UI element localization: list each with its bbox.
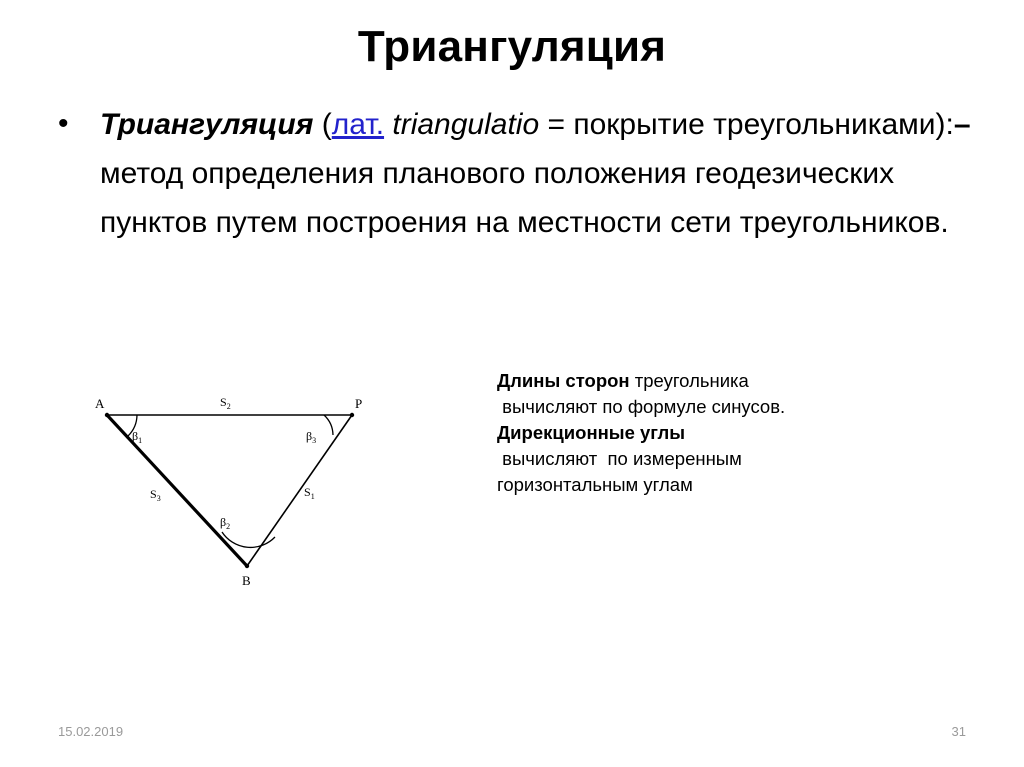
triangulation-diagram	[62, 380, 392, 600]
definition-equals: = покрытие треугольниками):	[539, 108, 954, 141]
angle-arc-beta2	[222, 532, 275, 547]
notes-line-2: вычисляют по формуле синусов.	[497, 396, 786, 417]
bullet-item	[48, 100, 978, 247]
side-label-s2: $S_2$	[220, 395, 231, 411]
vertex-point-a	[105, 413, 109, 417]
notes-line-1-rest: треугольника	[629, 370, 749, 391]
footer-date: 15.02.2019	[58, 724, 124, 739]
vertex-label-a: A	[95, 396, 105, 411]
vertex-label-b: B	[242, 573, 251, 588]
angle-label-beta1: $\beta_1$	[132, 429, 143, 445]
bullet-block	[48, 100, 978, 247]
side-AB	[107, 415, 247, 566]
bullet-marker: •	[58, 107, 69, 140]
footer-page-number: 31	[951, 724, 966, 739]
vertex-point-p	[350, 413, 354, 417]
lat-link[interactable]: лат.	[331, 108, 385, 141]
notes-line-1	[497, 368, 967, 394]
angle-label-beta2: $\beta_2$	[220, 515, 231, 531]
notes-line-3-bold: Дирекционные углы	[497, 422, 686, 443]
angle-label-beta3: $\beta_3$	[306, 429, 317, 445]
side-PB	[247, 415, 352, 566]
paren-open: (	[313, 108, 332, 141]
term-triangulation: Триангуляция	[100, 108, 314, 141]
angle-arc-beta3	[324, 415, 333, 435]
definition-dash: –	[953, 108, 971, 141]
notes-line-4: вычисляют по измеренным	[497, 448, 742, 469]
side-label-s3: $S_3$	[150, 487, 161, 503]
notes-line-5: горизонтальным углам	[497, 474, 693, 495]
side-label-s1: $S_1$	[304, 485, 315, 501]
definition-text	[100, 100, 978, 247]
vertex-point-b	[245, 564, 249, 568]
notes-line-3	[497, 420, 967, 446]
notes-block	[497, 368, 967, 498]
latin-term: triangulatio	[384, 108, 540, 141]
vertex-label-p: P	[355, 396, 363, 411]
definition-rest: метод определения планового положения геодезических пунктов путем построения на местности сети треугольников.	[100, 157, 949, 239]
page-title: Триангуляция	[357, 22, 667, 71]
notes-line-1-bold: Длины сторон	[497, 370, 630, 391]
